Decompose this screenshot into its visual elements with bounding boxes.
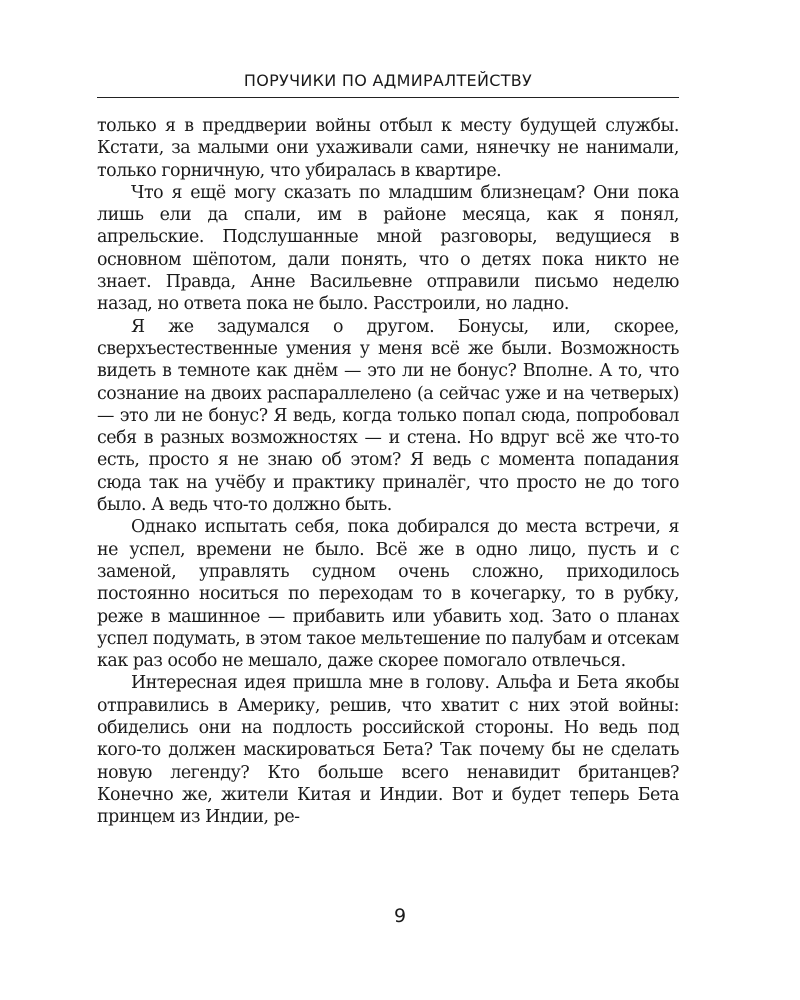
paragraph: Однако испытать себя, пока добирался до места встречи, я не успел, времени не было. Всё же в одно лицо, пусть и с заменой, управлять судном очень сложно, приходилось постоянно носиться по переходам то в кочегарку, то в рубку, реже в машинное — прибавить или убавить ход. Зато о планах успел подумать, в этом такое мельтешение по палубам и отсекам как раз особо не мешало, даже скорее помогало отвлечься. xyxy=(97,517,679,672)
header-rule xyxy=(97,97,679,98)
body-text xyxy=(97,115,679,829)
page-number: 9 xyxy=(393,905,407,927)
paragraph: только я в преддверии войны отбыл к месту будущей службы. Кстати, за малыми они ухаживали сами, нянечку не нанимали, только горничную, что убиралась в квартире. xyxy=(97,116,679,181)
paragraph: Интересная идея пришла мне в голову. Альфа и Бета якобы отправились в Америку, решив, что хватит с них этой войны: обиделись они на подлость российской стороны. Но ведь под кого-то должен маскироваться Бета? Так почему бы не сделать новую легенду? Кто больше всего ненавидит британцев? Конечно же, жители Китая и Индии. Вот и будет теперь Бета принцем из Индии, ре- xyxy=(97,673,679,828)
paragraph: Что я ещё могу сказать по младшим близнецам? Они пока лишь ели да спали, им в районе месяца, как я понял, апрельские. Подслушанные мной разговоры, ведущиеся в основном шёпотом, дали понять, что о детях пока никто не знает. Правда, Анне Васильевне отправили письмо неделю назад, но ответа пока не было. Расстроили, но ладно. xyxy=(97,182,679,315)
running-head: ПОРУЧИКИ ПО АДМИРАЛТЕЙСТВУ xyxy=(243,71,533,90)
paragraph: Я же задумался о другом. Бонусы, или, скорее, сверхъестественные умения у меня всё же были. Возможность видеть в темноте как днём — это ли не бонус? Вполне. А то, что сознание на двоих распараллелено (а сейчас уже и на четверых) — это ли не бонус? Я ведь, когда только попал сюда, попробовал себя в разных возможностях — и стена. Но вдруг всё же что-то есть, просто я не знаю об этом? Я ведь с момента попадания сюда так на учёбу и практику приналёг, что просто не до того было. А ведь что-то должно быть. xyxy=(97,316,679,516)
